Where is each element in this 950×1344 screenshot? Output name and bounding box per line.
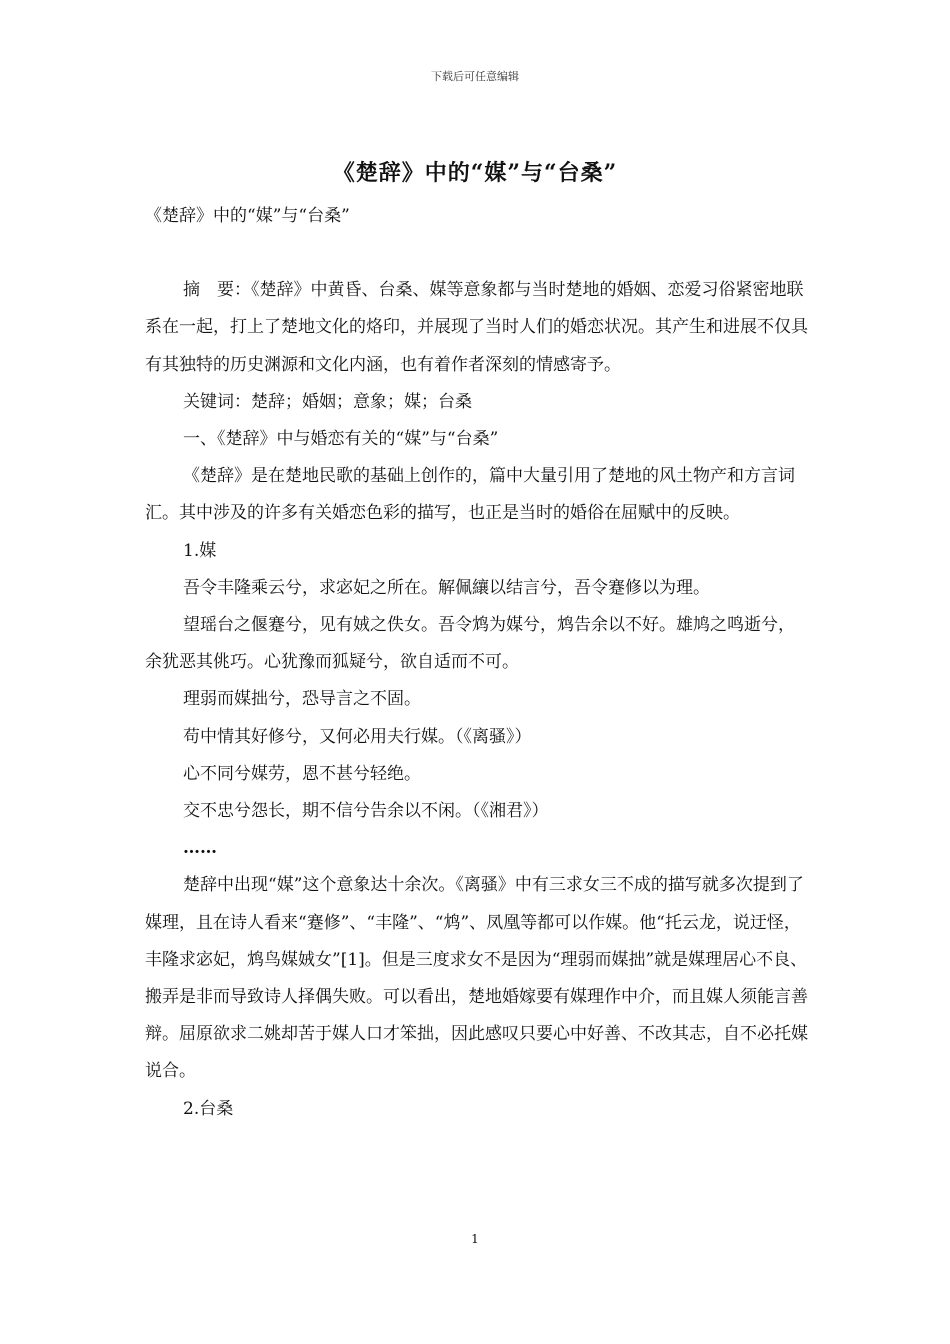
page-number: 1 — [471, 1232, 479, 1246]
subsection-heading-mei: 1.媒 — [183, 540, 217, 561]
document-title: 《楚辞》中的“媒”与“台桑” — [332, 160, 618, 186]
keywords-line: 关键词：楚辞；婚姻；意象；媒；台桑 — [183, 391, 472, 412]
quote-line: 心不同兮媒劳，恩不甚兮轻绝。 — [183, 763, 421, 784]
subsection-heading-taisang: 2.台桑 — [183, 1098, 234, 1119]
analysis-paragraph: 楚辞中出现“媒”这个意象达十余次。《离骚》中有三求女三不成的描写就多次提到了媒理，且在诗人看来“蹇修”、“丰隆”、“鸩”、凤凰等都可以作媒。他“托云龙，说迂怪，丰隆求宓妃，鸩鸟媒娀女”[1]。但是三度求女不是因为“理弱而媒拙”就是媒理居心不良、搬弄是非而导致诗人择偶失败。可以看出，楚地婚嫁要有媒理作中介，而且媒人须能言善辩。屈原欲求二姚却苦于媒人口才笨拙，因此感叹只要心中好善、不改其志，自不必托媒说合。 — [145, 875, 808, 1082]
document-body — [145, 198, 810, 1128]
section-1-intro: 《楚辞》是在楚地民歌的基础上创作的，篇中大量引用了楚地的风土物产和方言词汇。其中涉及的许多有关婚恋色彩的描写，也正是当时的婚俗在屈赋中的反映。 — [145, 466, 795, 524]
quote-line: 交不忠兮怨长，期不信兮告余以不闲。（《湘君》） — [183, 801, 549, 822]
quote-line: 望瑶台之偃蹇兮，见有娀之佚女。吾令鸩为媒兮，鸩告余以不好。雄鸠之鸣逝兮，余犹恶其佻巧。心犹豫而狐疑兮，欲自适而不可。 — [145, 615, 795, 673]
ellipsis: …… — [183, 838, 217, 859]
quote-line: 苟中情其好修兮，又何必用夫行媒。（《离骚》） — [183, 726, 532, 747]
spacer — [145, 235, 810, 272]
header-note: 下载后可任意编辑 — [431, 70, 519, 83]
abstract-paragraph: 摘 要：《楚辞》中黄昏、台桑、媒等意象都与当时楚地的婚姻、恋爱习俗紧密地联系在一起，打上了楚地文化的烙印，并展现了当时人们的婚恋状况。其产生和进展不仅具有其独特的历史渊源和文化内涵，也有着作者深刻的情感寄予。 — [145, 280, 808, 375]
quote-line: 理弱而媒拙兮，恐导言之不固。 — [183, 689, 421, 710]
quote-line: 吾令丰隆乘云兮，求宓妃之所在。解佩纕以结言兮，吾令蹇修以为理。 — [183, 577, 710, 598]
section-heading-1: 一、《楚辞》中与婚恋有关的“媒”与“台桑” — [183, 429, 499, 450]
subtitle: 《楚辞》中的“媒”与“台桑” — [145, 206, 350, 226]
